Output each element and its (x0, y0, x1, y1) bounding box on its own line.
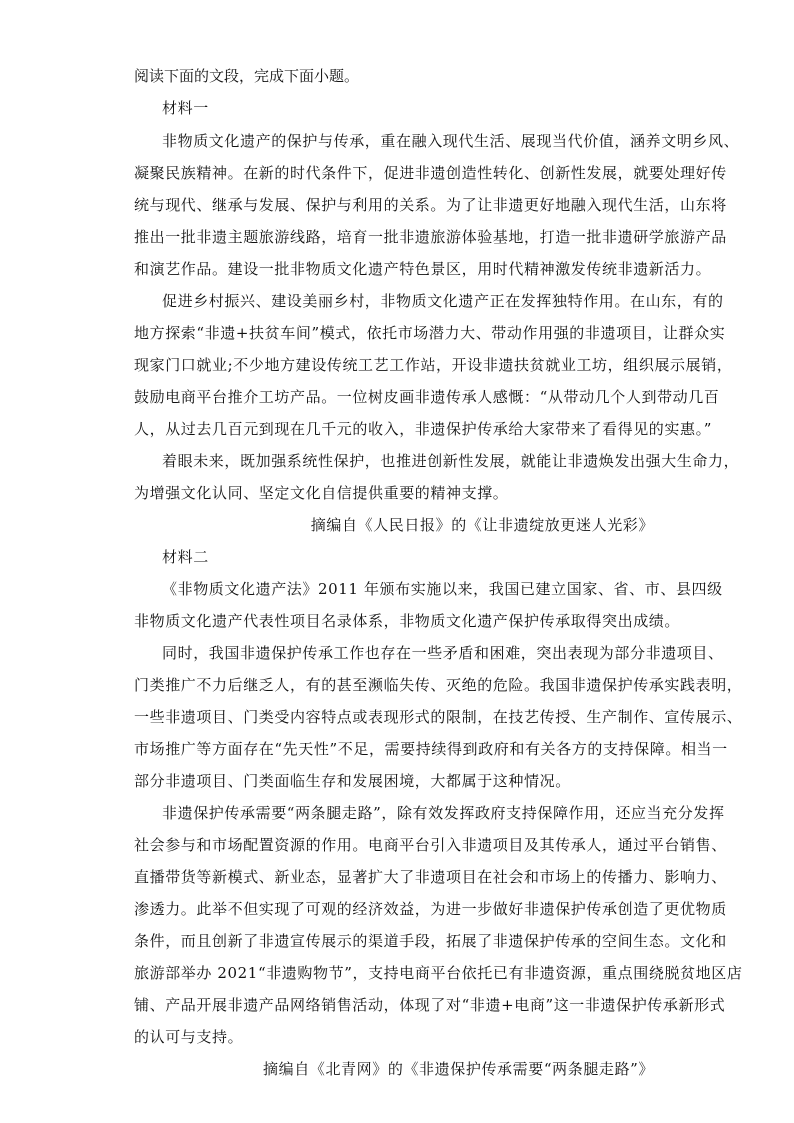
material2-p2-line: 门类推广不力后继乏人，有的甚至濒临失传、灭绝的危险。我国非遗保护传承实践表明， (134, 676, 743, 694)
material2-p3-line: 铺、产品开展非遗产品网络销售活动，体现了对“非遗+电商”这一非遗保护传承新形式 (134, 996, 726, 1014)
material2-p1-line: 非物质文化遗产代表性项目名录体系，非物质文化遗产保护传承取得突出成绩。 (134, 612, 681, 630)
material2-p3-line: 渗透力。此举不但实现了可观的经济效益，为进一步做好非遗保护传承创造了更优物质 (134, 900, 727, 918)
material1-p2-line: 人，从过去几百元到现在几千元的收入，非遗保护传承给大家带来了看得见的实惠。” (134, 420, 712, 438)
material1-p1-line: 非物质文化遗产的保护与传承，重在融入现代生活、展现当代价值，涵养文明乡风、 (162, 132, 740, 150)
material1-p2-line: 现家门口就业;不少地方建设传统工艺工作站，开设非遗扶贫就业工坊，组织展示展销， (134, 356, 733, 374)
material2-p2-line: 一些非遗项目、门类受内容特点或表现形式的限制，在技艺传授、生产制作、宣传展示、 (134, 708, 743, 726)
material2-p2-line: 部分非遗项目、门类面临生存和发展困境，大都属于这种情况。 (134, 772, 571, 790)
material2-heading: 材料二 (162, 548, 209, 566)
material1-heading: 材料一 (162, 99, 209, 117)
material1-source: 摘编自《人民日报》的《让非遗绽放更迷人光彩》 (310, 516, 654, 534)
material2-p3-line: 旅游部举办 2021“非遗购物节”，支持电商平台依托已有非遗资源，重点围绕脱贫地区店 (134, 964, 743, 982)
material1-p2-line: 地方探索“非遗+扶贫车间”模式，依托市场潜力大、带动作用强的非遗项目，让群众实 (134, 324, 726, 342)
material1-p1-line: 统与现代、继承与发展、保护与利用的关系。为了让非遗更好地融入现代生活，山东将 (134, 196, 727, 214)
material2-p2-line: 市场推广等方面存在“先天性”不足，需要持续得到政府和有关各方的支持保障。相当一 (134, 740, 728, 758)
intro-instruction: 阅读下面的文段，完成下面小题。 (134, 67, 360, 85)
material1-p1-line: 推出一批非遗主题旅游线路，培育一批非遗旅游体验基地，打造一批非遗研学旅游产品 (134, 228, 727, 246)
material1-p2-line: 鼓励电商平台推介工坊产品。一位树皮画非遗传承人感慨：“从带动几个人到带动几百 (134, 388, 720, 406)
material2-p3-line: 社会参与和市场配置资源的作用。电商平台引入非遗项目及其传承人，通过平台销售、 (134, 836, 727, 854)
material1-p3-line: 为增强文化认同、坚定文化自信提供重要的精神支撑。 (134, 484, 509, 502)
material2-p3-line: 直播带货等新模式、新业态，显著扩大了非遗项目在社会和市场上的传播力、影响力、 (134, 868, 727, 886)
material2-p1-line: 《非物质文化遗产法》2011 年颁布实施以来，我国已建立国家、省、市、县四级 (162, 580, 723, 598)
material1-p1-line: 和演艺作品。建设一批非物质文化遗产特色景区，用时代精神激发传统非遗新活力。 (134, 260, 712, 278)
material1-p2-line: 促进乡村振兴、建设美丽乡村，非物质文化遗产正在发挥独特作用。在山东，有的 (162, 292, 724, 310)
material2-source: 摘编自《北青网》的《非遗保护传承需要“两条腿走路”》 (263, 1060, 654, 1078)
material2-p3-line: 非遗保护传承需要“两条腿走路”，除有效发挥政府支持保障作用，还应当充分发挥 (162, 804, 725, 822)
material2-p2-line: 同时，我国非遗保护传承工作也存在一些矛盾和困难，突出表现为部分非遗项目、 (162, 644, 724, 662)
material1-p1-line: 凝聚民族精神。在新的时代条件下，促进非遗创造性转化、创新性发展，就要处理好传 (134, 164, 727, 182)
material1-p3-line: 着眼未来，既加强系统性保护，也推进创新性发展，就能让非遗焕发出强大生命力， (162, 452, 740, 470)
material2-p3-line: 的认可与支持。 (134, 1028, 244, 1046)
material2-p3-line: 条件，而且创新了非遗宣传展示的渠道手段，拓展了非遗保护传承的空间生态。文化和 (134, 932, 727, 950)
